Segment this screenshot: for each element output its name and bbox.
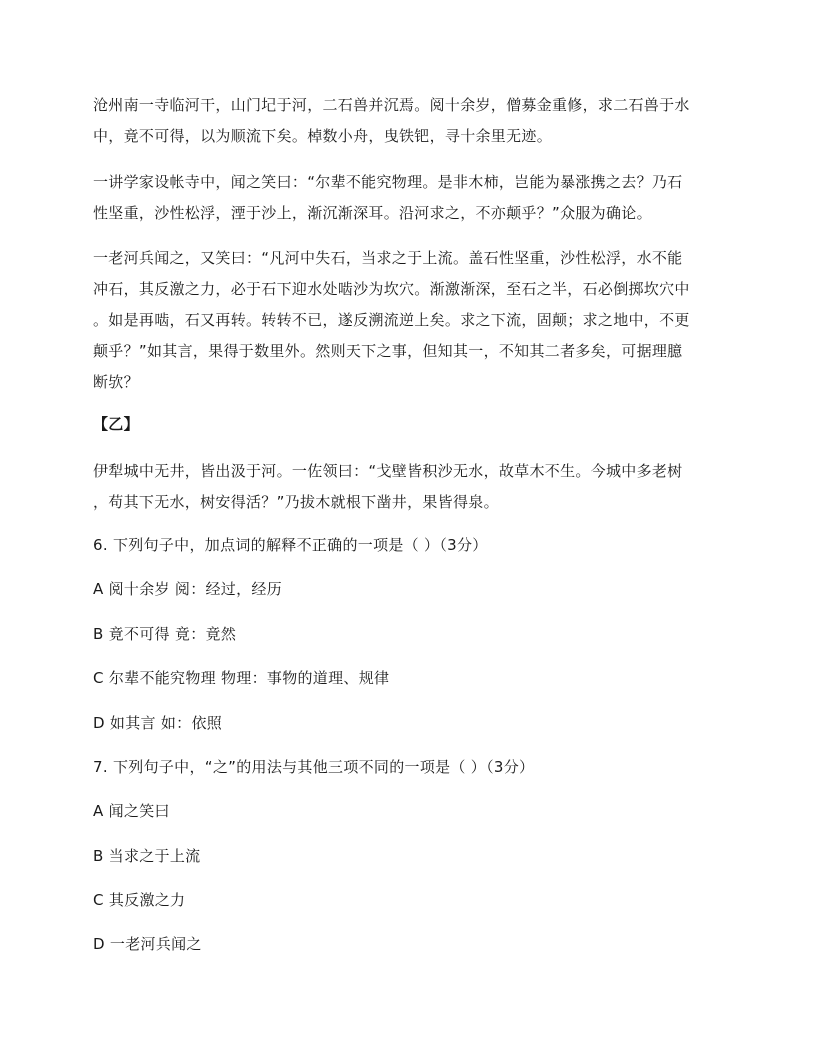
passage-jia-paragraph-2: [93, 167, 733, 229]
text-line: 沧州南一寺临河干，山门圮于河，二石兽并沉焉。阅十余岁，僧募金重修，求二石兽于水: [93, 96, 690, 114]
question-7-option-c: C 其反激之力: [93, 891, 186, 909]
text-line: 断欤？: [93, 373, 139, 391]
text-line: 伊犁城中无井，皆出汲于河。一佐领曰：“戈壁皆积沙无水，故草木不生。今城中多老树: [93, 462, 683, 480]
question-7-stem: 7. 下列句子中，“之”的用法与其他三项不同的一项是（ ）（3分）: [93, 758, 535, 776]
text-line: 一老河兵闻之，又笑曰：“凡河中失石，当求之于上流。盖石性坚重，沙性松浮，水不能: [93, 249, 683, 267]
text-line: 颠乎？”如其言，果得于数里外。然则天下之事，但知其一，不知其二者多矣，可据理臆: [93, 342, 683, 360]
text-line: ，苟其下无水，树安得活？”乃拔木就根下凿井，果皆得泉。: [93, 493, 499, 511]
question-7-option-d: D 一老河兵闻之: [93, 935, 202, 953]
text-line: 冲石，其反激之力，必于石下迎水处啮沙为坎穴。渐激渐深，至石之半，石必倒掷坎穴中: [93, 280, 690, 298]
question-6-option-d: D 如其言 如：依照: [93, 714, 223, 732]
question-6-option-b: B 竟不可得 竟：竟然: [93, 625, 237, 643]
text-line: 一讲学家设帐寺中，闻之笑曰：“尔辈不能究物理。是非木柿，岂能为暴涨携之去？乃石: [93, 173, 683, 191]
text-line: 性坚重，沙性松浮，湮于沙上，渐沉渐深耳。沿河求之，不亦颠乎？”众服为确论。: [93, 204, 652, 222]
passage-jia-paragraph-1: [93, 90, 733, 152]
section-yi-heading: 【乙】: [93, 415, 139, 433]
passage-jia-paragraph-3: [93, 243, 733, 398]
question-7-option-a: A 闻之笑曰: [93, 802, 170, 820]
question-6-stem: 6. 下列句子中，加点词的解释不正确的一项是（ ）（3分）: [93, 536, 488, 554]
text-line: 中，竟不可得，以为顺流下矣。棹数小舟，曳铁钯，寻十余里无迹。: [93, 127, 553, 145]
question-7-option-b: B 当求之于上流: [93, 847, 201, 865]
text-line: 。如是再啮，石又再转。转转不已，遂反溯流逆上矣。求之下流，固颠；求之地中，不更: [93, 311, 690, 329]
question-6-option-a: A 阅十余岁 阅：经过，经历: [93, 580, 282, 598]
passage-yi-paragraph: [93, 456, 733, 518]
question-6-option-c: C 尔辈不能究物理 物理：事物的道理、规律: [93, 669, 390, 687]
